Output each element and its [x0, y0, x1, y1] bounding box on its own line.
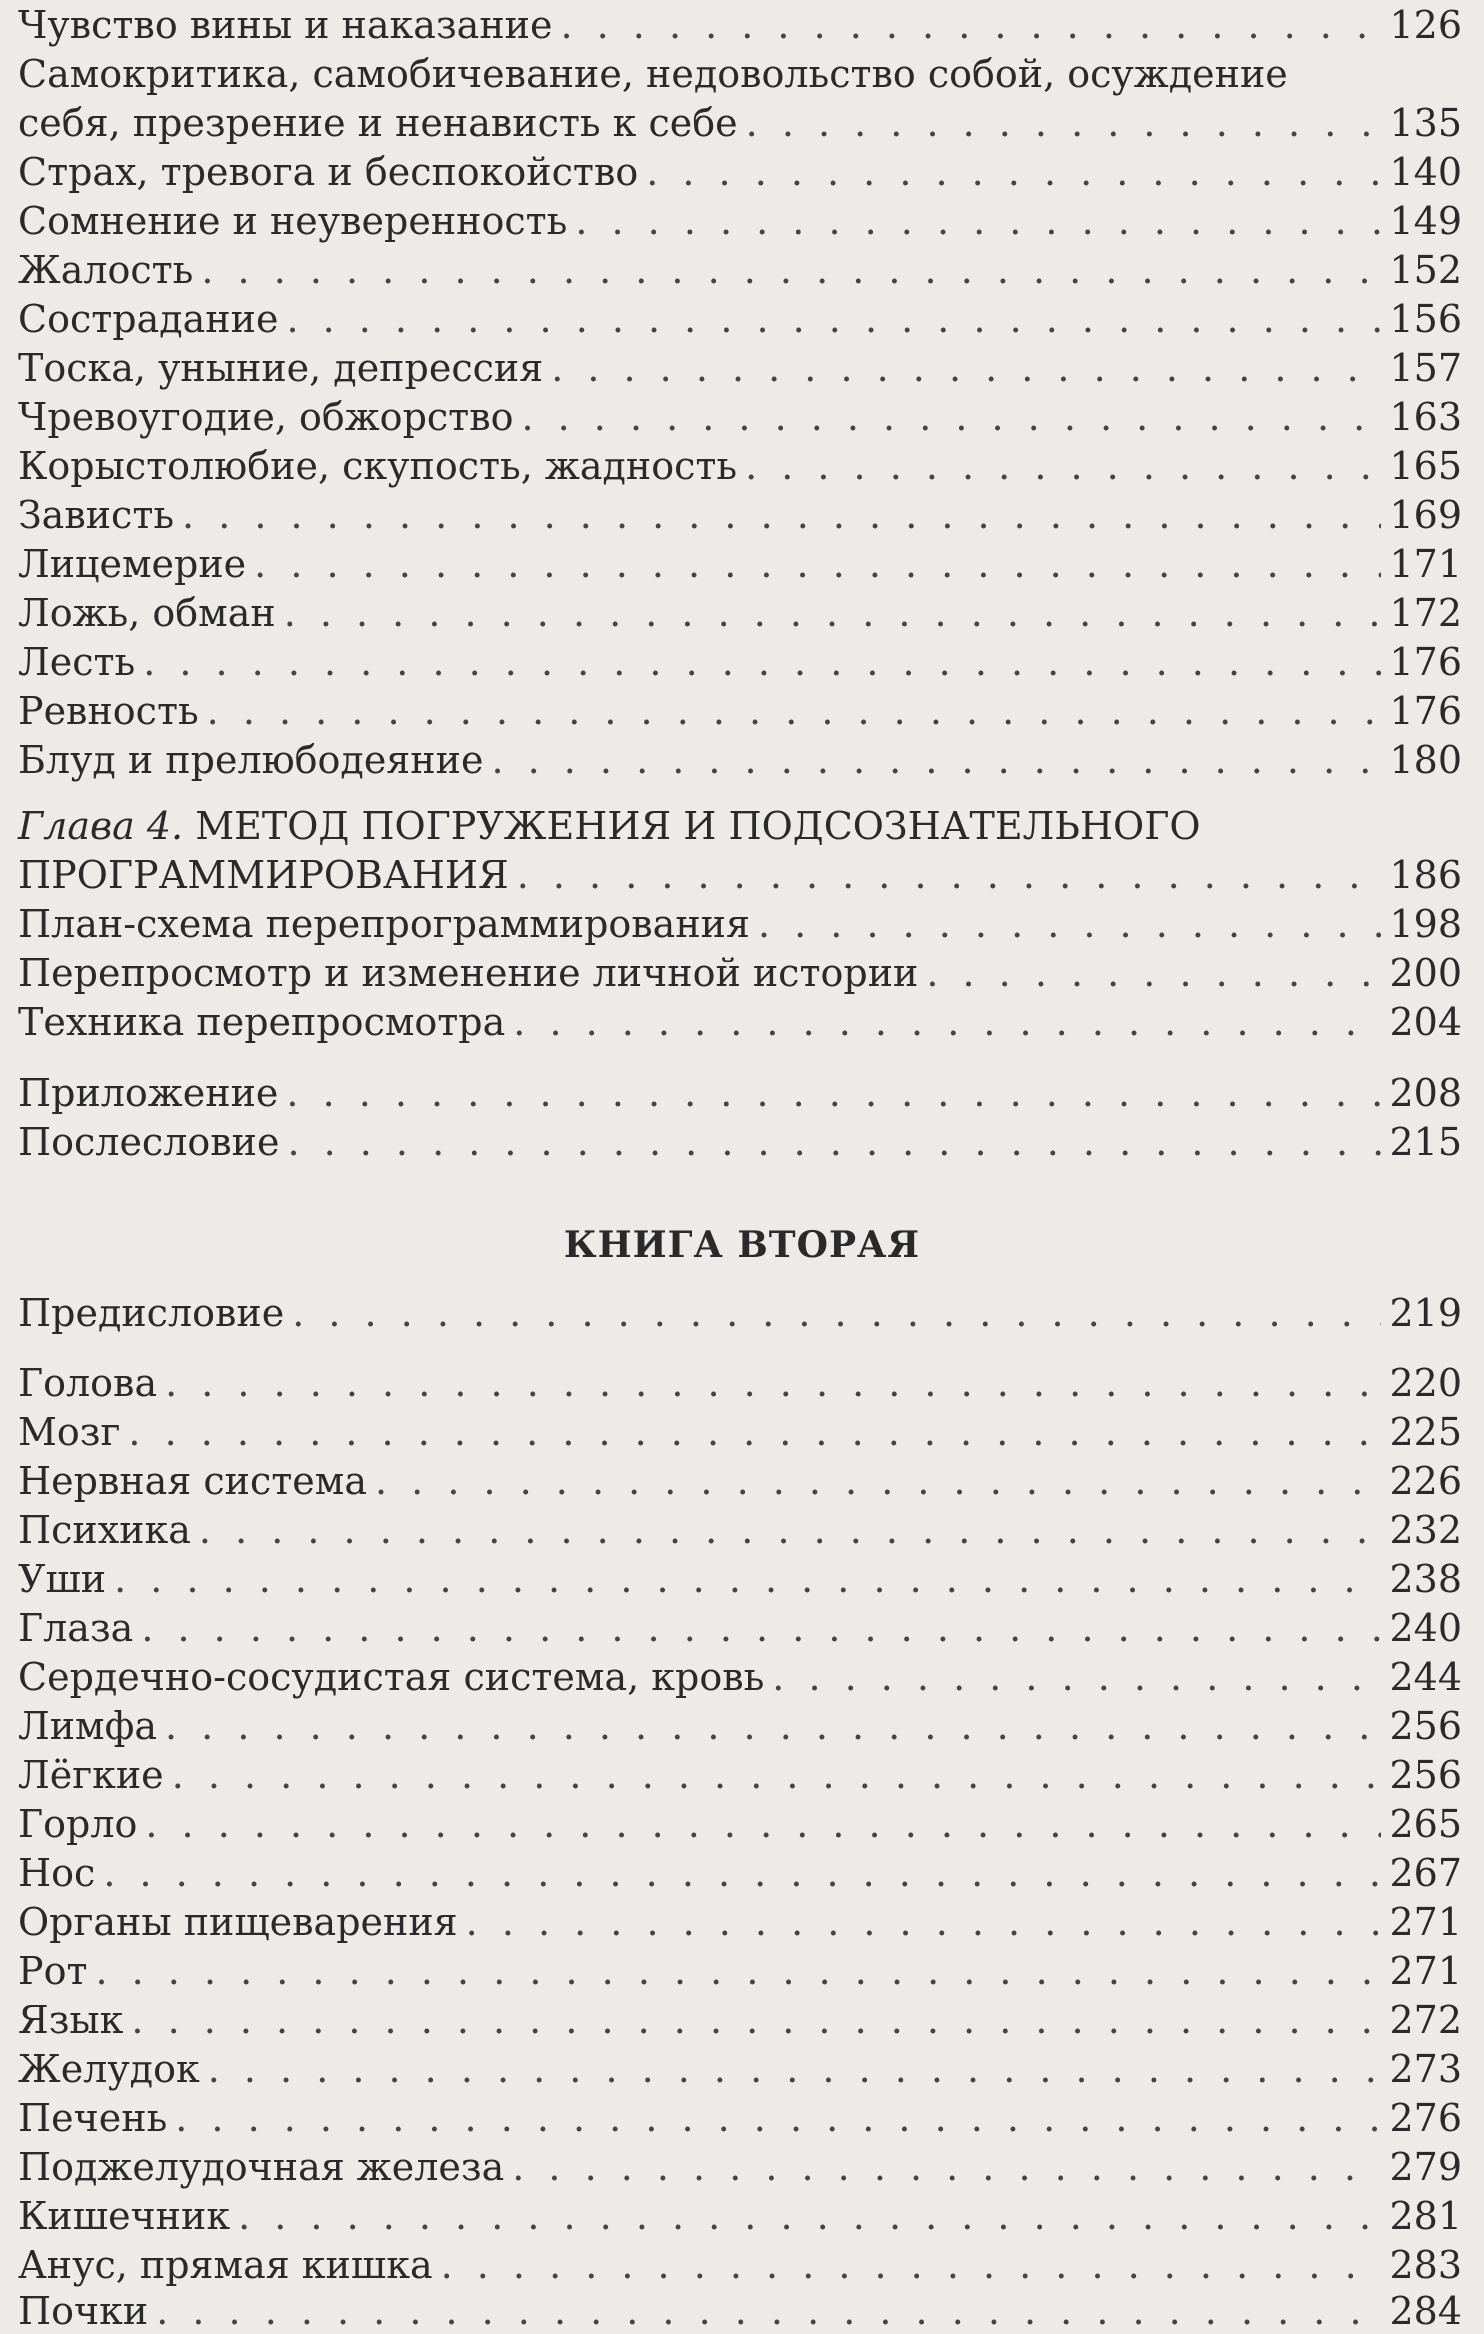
entry-title: Нервная система: [18, 1459, 367, 1503]
entry-title: Чревоугодие, обжорство: [18, 395, 514, 439]
section-heading: КНИГА ВТОРАЯ: [563, 1224, 921, 1266]
entry-page: 267: [1389, 1851, 1462, 1895]
leader-dots: [238, 2193, 1381, 2239]
toc-entry: [18, 2, 1462, 48]
toc-entry: [18, 590, 1462, 636]
entry-page: 180: [1389, 738, 1462, 782]
toc-entry: [18, 901, 1462, 947]
entry-title: Предисловие: [18, 1291, 285, 1335]
chapter-heading: [18, 803, 1201, 849]
entry-title: Тоска, уныние, депрессия: [18, 346, 544, 390]
entry-title: Сомнение и неуверенность: [18, 199, 568, 243]
entry-page: 284: [1389, 2289, 1462, 2333]
toc-entry: [18, 443, 1462, 489]
entry-title: Горло: [18, 1802, 138, 1846]
toc-entry: [18, 639, 1462, 685]
entry-page: 198: [1389, 902, 1462, 946]
entry-title: Кишечник: [18, 2194, 231, 2238]
leader-dots: [201, 247, 1381, 293]
leader-dots: [207, 688, 1382, 734]
entry-page: 265: [1389, 1802, 1462, 1846]
leader-dots: [95, 1948, 1381, 1994]
leader-dots: [286, 1070, 1381, 1116]
entry-title: План-схема перепрограммирования: [18, 902, 750, 946]
leader-dots: [286, 296, 1381, 342]
entry-title: ПРОГРАММИРОВАНИЯ: [18, 853, 509, 897]
leader-dots: [199, 1507, 1382, 1553]
toc-entry: [18, 737, 1462, 783]
toc-entry: [18, 2144, 1462, 2190]
toc-entry: [18, 1290, 1462, 1336]
entry-title: Уши: [18, 1557, 107, 1601]
entry-title-line1: Самокритика, самобичевание, недовольство собой, осуждение: [18, 52, 1288, 96]
toc-entry: [18, 950, 1462, 996]
entry-page: 152: [1389, 248, 1462, 292]
toc-entry: [18, 394, 1462, 440]
entry-page: 200: [1389, 951, 1462, 995]
leader-dots: [182, 492, 1381, 538]
entry-page: 156: [1389, 297, 1462, 341]
toc-entry: [18, 1948, 1462, 1994]
leader-dots: [745, 443, 1381, 489]
leader-dots: [156, 2288, 1381, 2334]
leader-dots: [551, 345, 1381, 391]
toc-entry: [18, 492, 1462, 538]
leader-dots: [165, 1703, 1381, 1749]
leader-dots: [521, 394, 1381, 440]
entry-title: Язык: [18, 1998, 124, 2042]
leader-dots: [466, 1899, 1382, 1945]
leader-dots: [145, 1801, 1381, 1847]
leader-dots: [517, 852, 1382, 898]
entry-page: 271: [1389, 1900, 1462, 1944]
leader-dots: [208, 2046, 1382, 2092]
entry-title: Печень: [18, 2096, 168, 2140]
toc-entry: [18, 296, 1462, 342]
entry-title: Лесть: [18, 640, 136, 684]
leader-dots: [746, 100, 1382, 146]
leader-dots: [165, 1360, 1381, 1406]
leader-dots: [292, 1290, 1381, 1336]
leader-dots: [143, 639, 1381, 685]
toc-entry: [18, 1409, 1462, 1455]
toc-entry: [18, 2288, 1462, 2334]
entry-page: 157: [1389, 346, 1462, 390]
entry-page: 135: [1389, 101, 1462, 145]
toc-entry: [18, 2095, 1462, 2141]
leader-dots: [131, 1997, 1381, 2043]
leader-dots: [513, 999, 1381, 1045]
entry-title: Лимфа: [18, 1704, 157, 1748]
entry-page: 219: [1389, 1291, 1462, 1335]
entry-page: 220: [1389, 1361, 1462, 1405]
entry-page: 272: [1389, 1998, 1462, 2042]
entry-page: 186: [1389, 853, 1462, 897]
entry-page: 172: [1389, 591, 1462, 635]
entry-page: 276: [1389, 2096, 1462, 2140]
entry-page: 149: [1389, 199, 1462, 243]
entry-title: Анус, прямая кишка: [18, 2243, 433, 2287]
leader-dots: [512, 2144, 1381, 2190]
entry-page: 165: [1389, 444, 1462, 488]
leader-dots: [758, 901, 1382, 947]
entry-title: Органы пищеварения: [18, 1900, 458, 1944]
entry-page: 215: [1389, 1120, 1462, 1164]
entry-title: Ложь, обман: [18, 591, 276, 635]
entry-title: Мозг: [18, 1410, 121, 1454]
leader-dots: [926, 950, 1381, 996]
entry-page: 226: [1389, 1459, 1462, 1503]
leader-dots: [287, 1119, 1381, 1165]
leader-dots: [128, 1409, 1381, 1455]
toc-entry: [18, 247, 1462, 293]
entry-page: 163: [1389, 395, 1462, 439]
entry-title: Зависть: [18, 493, 175, 537]
leader-dots: [141, 1605, 1381, 1651]
entry-title: Рот: [18, 1949, 88, 1993]
entry-title: Техника перепросмотра: [18, 1000, 506, 1044]
toc-entry: [18, 2242, 1462, 2288]
entry-title: Послесловие: [18, 1120, 280, 1164]
leader-dots: [375, 1458, 1381, 1504]
toc-entry: [18, 149, 1462, 195]
entry-page: 204: [1389, 1000, 1462, 1044]
leader-dots: [575, 198, 1381, 244]
entry-title: Лицемерие: [18, 542, 247, 586]
leader-dots: [441, 2242, 1382, 2288]
leader-dots: [560, 2, 1381, 48]
entry-page: 279: [1389, 2145, 1462, 2189]
chapter-title-line1: МЕТОД ПОГРУЖЕНИЯ И ПОДСОЗНАТЕЛЬНОГО: [183, 804, 1201, 848]
toc-entry: [18, 2193, 1462, 2239]
leader-dots: [175, 2095, 1381, 2141]
entry-page: 232: [1389, 1508, 1462, 1552]
entry-page: 169: [1389, 493, 1462, 537]
entry-title: Психика: [18, 1508, 191, 1552]
toc-entry: [18, 1507, 1462, 1553]
entry-title: Корыстолюбие, скупость, жадность: [18, 444, 738, 488]
leader-dots: [114, 1556, 1381, 1602]
leader-dots: [772, 1654, 1381, 1700]
entry-title: Сострадание: [18, 297, 279, 341]
toc-entry: [18, 1605, 1462, 1651]
entry-page: 208: [1389, 1071, 1462, 1115]
leader-dots: [254, 541, 1381, 587]
entry-page: 271: [1389, 1949, 1462, 1993]
toc-entry: [18, 2046, 1462, 2092]
entry-title: Жалость: [18, 248, 194, 292]
entry-page: 256: [1389, 1753, 1462, 1797]
entry-page: 176: [1389, 689, 1462, 733]
entry-page: 140: [1389, 150, 1462, 194]
entry-page: 171: [1389, 542, 1462, 586]
toc-entry: [18, 1850, 1462, 1896]
toc-entry: [18, 1360, 1462, 1406]
entry-title: Почки: [18, 2289, 149, 2333]
entry-title: себя, презрение и ненависть к себе: [18, 101, 738, 145]
entry-page: 240: [1389, 1606, 1462, 1650]
toc-entry: [18, 852, 1462, 898]
toc-entry: [18, 1997, 1462, 2043]
entry-title: Сердечно-сосудистая система, кровь: [18, 1655, 765, 1699]
entry-title: Перепросмотр и изменение личной истории: [18, 951, 919, 995]
toc-entry: [18, 1899, 1462, 1945]
leader-dots: [284, 590, 1382, 636]
toc-entry: [18, 1119, 1462, 1165]
leader-dots: [103, 1850, 1381, 1896]
toc-entry: [18, 1654, 1462, 1700]
toc-entry: [18, 688, 1462, 734]
entry-page: 244: [1389, 1655, 1462, 1699]
entry-title: Ревность: [18, 689, 199, 733]
entry-title: Приложение: [18, 1071, 279, 1115]
entry-title: Чувство вины и наказание: [18, 3, 553, 47]
entry-title: Нос: [18, 1851, 96, 1895]
entry-page: 238: [1389, 1557, 1462, 1601]
entry-title: Блуд и прелюбодеяние: [18, 738, 484, 782]
toc-entry: [18, 198, 1462, 244]
leader-dots: [646, 149, 1381, 195]
entry-page: 283: [1389, 2243, 1462, 2287]
entry-page: 256: [1389, 1704, 1462, 1748]
toc-entry: [18, 1458, 1462, 1504]
entry-page: 281: [1389, 2194, 1462, 2238]
toc-entry: [18, 1801, 1462, 1847]
toc-entry: [18, 1070, 1462, 1116]
toc-entry: [18, 1556, 1462, 1602]
entry-title: Голова: [18, 1361, 158, 1405]
entry-title: Желудок: [18, 2047, 200, 2091]
leader-dots: [172, 1752, 1382, 1798]
entry-page: 225: [1389, 1410, 1462, 1454]
entry-page: 176: [1389, 640, 1462, 684]
toc-entry: [18, 1703, 1462, 1749]
toc-entry: [18, 345, 1462, 391]
entry-title: Поджелудочная железа: [18, 2145, 505, 2189]
entry-page: 126: [1389, 3, 1462, 47]
entry-page: 273: [1389, 2047, 1462, 2091]
entry-title: Страх, тревога и беспокойство: [18, 150, 639, 194]
chapter-label: Глава 4.: [18, 804, 184, 848]
toc-entry: [18, 541, 1462, 587]
toc-entry: [18, 100, 1462, 146]
entry-title: Лёгкие: [18, 1753, 164, 1797]
entry-title: Глаза: [18, 1606, 134, 1650]
toc-entry: [18, 999, 1462, 1045]
leader-dots: [491, 737, 1381, 783]
toc-entry: [18, 1752, 1462, 1798]
